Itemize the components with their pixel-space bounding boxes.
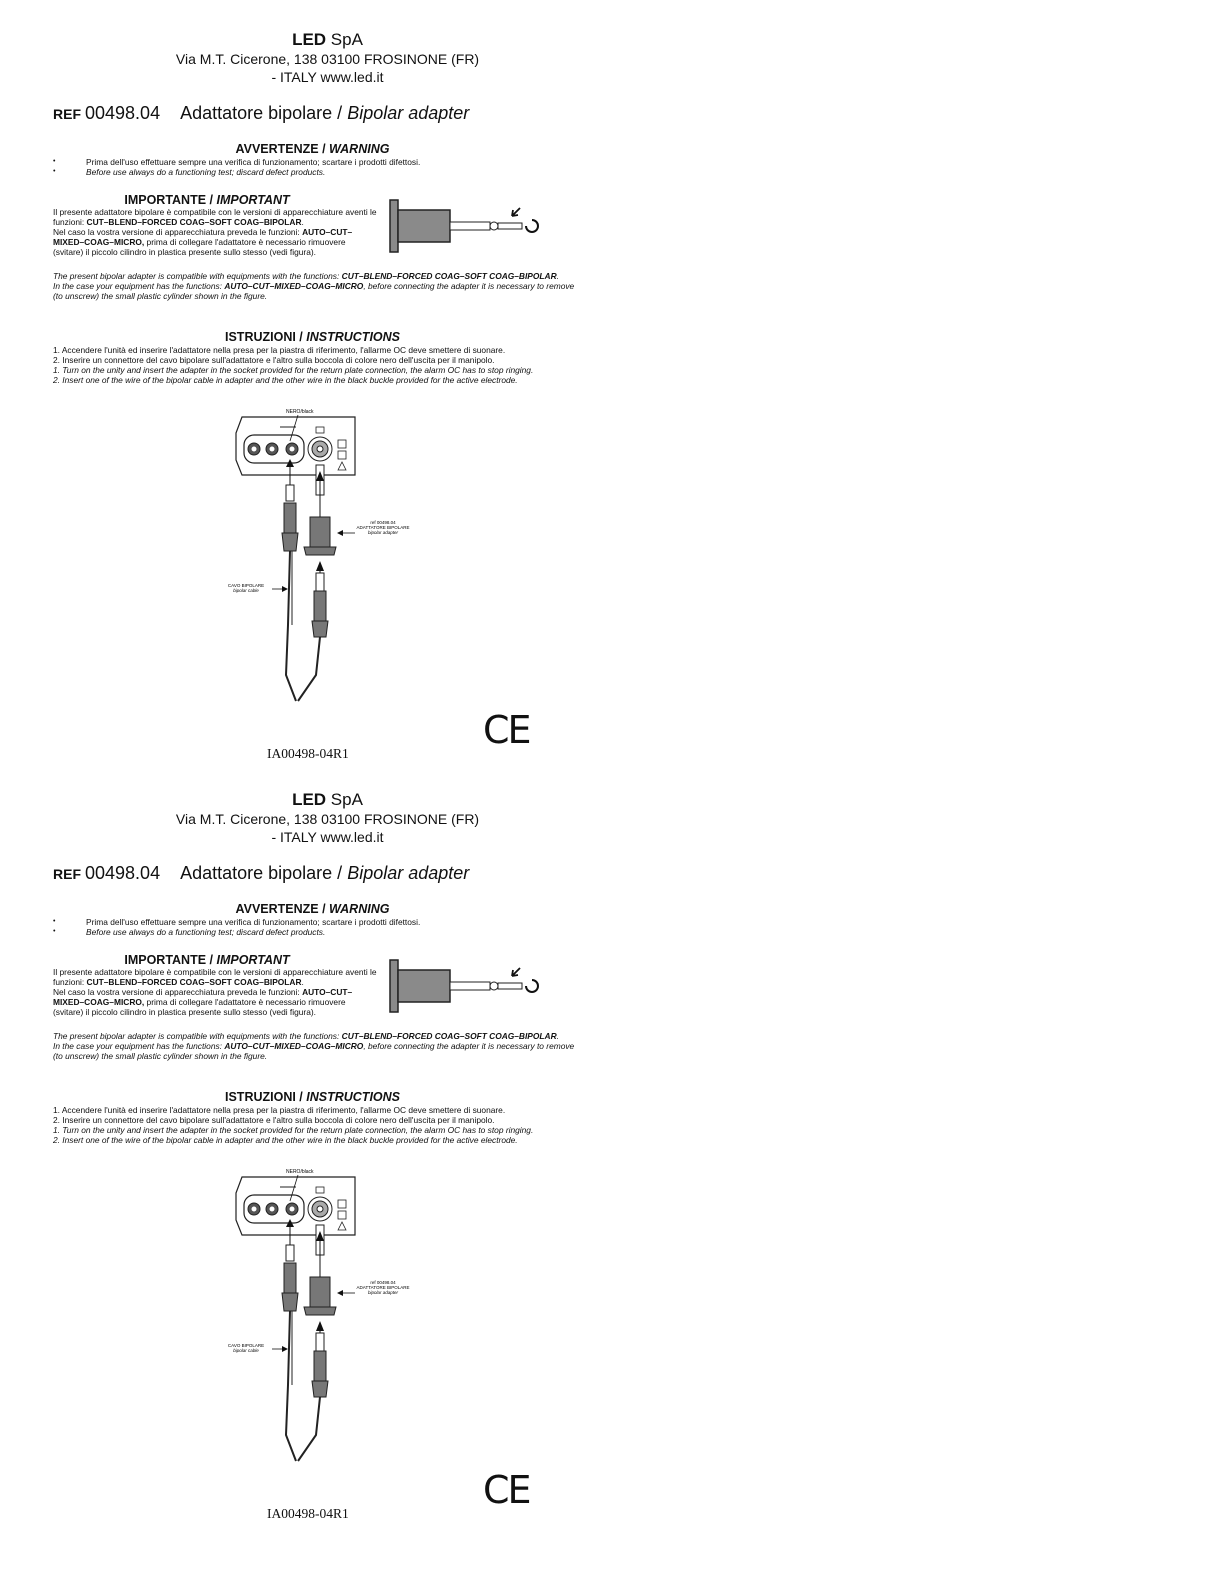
warning-list bbox=[53, 917, 573, 937]
important-p3: The present bipolar adapter is compatible with equipments with the functions: CUT–BLEND–FORCED COAG–SOFT COAG–BIPOLAR. bbox=[53, 271, 559, 281]
ref-number: 00498.04 bbox=[85, 103, 161, 123]
ref-label: REF bbox=[53, 106, 81, 122]
document-code: IA00498-04R1 bbox=[267, 746, 349, 761]
product-title: Adattatore bipolare / bbox=[180, 103, 348, 123]
important-p4: In the case your equipment has the functions: AUTO–CUT–MIXED–COAG–MICRO, before connecting the adapter it is necessary to remove (to unscrew) the small plastic cylinder shown in the figure. bbox=[53, 1041, 575, 1061]
ref-label: REF bbox=[53, 866, 81, 882]
instructions-text bbox=[53, 345, 578, 385]
bipolar-adapter-icon bbox=[388, 198, 543, 258]
black-socket-label: NERO/black bbox=[286, 409, 314, 415]
company-address-line1: Via M.T. Cicerone, 138 03100 FROSINONE (FR) bbox=[175, 811, 480, 827]
company-name: LED SpA bbox=[292, 30, 363, 49]
instruction-sheet-2 bbox=[0, 760, 1224, 1520]
warning-list bbox=[53, 157, 573, 177]
important-text-it bbox=[53, 207, 378, 257]
ce-mark-icon: CE bbox=[483, 708, 530, 752]
instruction-line-en-1: 1. Turn on the unity and insert the adapter in the socket provided for the return plate connection, the alarm OC has to stop ringing. bbox=[53, 365, 534, 375]
warning-item-it: • Prima dell'uso effettuare sempre una verifica di funzionamento; scartare i prodotti difettosi. bbox=[53, 917, 573, 927]
company-name: LED SpA bbox=[292, 790, 363, 809]
adapter-en-label: bipolar adapter bbox=[367, 530, 399, 535]
adapter-it-label: ADATTATORE BIPOLARE bbox=[356, 1285, 410, 1290]
important-heading: IMPORTANTE / IMPORTANT bbox=[124, 193, 290, 207]
important-text-en bbox=[53, 271, 575, 301]
important-text-en bbox=[53, 1031, 575, 1061]
instruction-line-en-2: 2. Insert one of the wire of the bipolar cable in adapter and the other wire in the black buckle provided for the active electrode. bbox=[53, 1135, 518, 1145]
company-address-line2: - ITALY www.led.it bbox=[271, 829, 384, 845]
product-ref-title bbox=[53, 863, 469, 884]
important-heading: IMPORTANTE / IMPORTANT bbox=[124, 953, 290, 967]
cable-en-label: bipolar cable bbox=[233, 1348, 259, 1353]
cable-en-label: bipolar cable bbox=[233, 588, 259, 593]
connection-diagram bbox=[220, 405, 420, 705]
warning-item-en: • Before use always do a functioning test; discard defect products. bbox=[53, 927, 573, 937]
important-p1: Il presente adattatore bipolare è compatibile con le versioni di apparecchiature aventi le funzioni: CUT–BLEND–FORCED COAG–SOFT COAG–BIPOLAR. bbox=[53, 967, 377, 987]
adapter-ref-label: ref 00498.04 bbox=[370, 1280, 396, 1285]
important-p4: In the case your equipment has the functions: AUTO–CUT–MIXED–COAG–MICRO, before connecting the adapter it is necessary to remove (to unscrew) the small plastic cylinder shown in the figure. bbox=[53, 281, 575, 301]
important-p2: Nel caso la vostra versione di apparecchiatura preveda le funzioni: AUTO–CUT–MIXED–COAG–MICRO, prima di collegare l'adattatore è necessario rimuovere (svitare) il piccolo cilindro in plastica presente sullo stesso (vedi figura). bbox=[53, 227, 353, 257]
instruction-line-en-1: 1. Turn on the unity and insert the adapter in the socket provided for the return plate connection, the alarm OC has to stop ringing. bbox=[53, 1125, 534, 1135]
company-address-line1: Via M.T. Cicerone, 138 03100 FROSINONE (FR) bbox=[175, 51, 480, 67]
important-p3: The present bipolar adapter is compatible with equipments with the functions: CUT–BLEND–FORCED COAG–SOFT COAG–BIPOLAR. bbox=[53, 1031, 559, 1041]
connection-diagram bbox=[220, 1165, 420, 1465]
important-p1: Il presente adattatore bipolare è compatibile con le versioni di apparecchiature aventi le funzioni: CUT–BLEND–FORCED COAG–SOFT COAG–BIPOLAR. bbox=[53, 207, 377, 227]
black-socket-label: NERO/black bbox=[286, 1169, 314, 1175]
adapter-ref-label: ref 00498.04 bbox=[370, 520, 396, 525]
instruction-line-it-1: 1. Accendere l'unità ed inserire l'adattatore nella presa per la piastra di riferimento, l'allarme OC deve smettere di suonare. bbox=[53, 345, 506, 355]
instruction-line-it-2: 2. Inserire un connettore del cavo bipolare sull'adattatore e l'altro sulla boccola di colore nero dell'uscita per il manipolo. bbox=[53, 355, 495, 365]
cable-it-label: CAVO BIPOLARE bbox=[227, 583, 265, 588]
electrosurgical-unit-panel-icon bbox=[236, 417, 355, 475]
document-code: IA00498-04R1 bbox=[267, 1506, 349, 1521]
product-title-en: Bipolar adapter bbox=[347, 103, 470, 123]
electrosurgical-unit-panel-icon bbox=[236, 1177, 355, 1235]
instructions-heading: ISTRUZIONI / INSTRUCTIONS bbox=[225, 1090, 400, 1104]
company-header bbox=[150, 30, 505, 86]
warning-heading: AVVERTENZE / WARNING bbox=[235, 902, 390, 916]
instructions-heading: ISTRUZIONI / INSTRUCTIONS bbox=[225, 330, 400, 344]
instructions-text bbox=[53, 1105, 578, 1145]
warning-item-it: • Prima dell'uso effettuare sempre una verifica di funzionamento; scartare i prodotti difettosi. bbox=[53, 157, 573, 167]
product-title: Adattatore bipolare / bbox=[180, 863, 348, 883]
warning-heading: AVVERTENZE / WARNING bbox=[235, 142, 390, 156]
important-text-it bbox=[53, 967, 378, 1017]
product-title-en: Bipolar adapter bbox=[347, 863, 470, 883]
company-header bbox=[150, 790, 505, 846]
instruction-sheet-1 bbox=[0, 0, 1224, 760]
instruction-line-it-1: 1. Accendere l'unità ed inserire l'adattatore nella presa per la piastra di riferimento, l'allarme OC deve smettere di suonare. bbox=[53, 1105, 506, 1115]
instruction-line-it-2: 2. Inserire un connettore del cavo bipolare sull'adattatore e l'altro sulla boccola di colore nero dell'uscita per il manipolo. bbox=[53, 1115, 495, 1125]
instruction-line-en-2: 2. Insert one of the wire of the bipolar cable in adapter and the other wire in the black buckle provided for the active electrode. bbox=[53, 375, 518, 385]
product-ref-title bbox=[53, 103, 469, 124]
adapter-it-label: ADATTATORE BIPOLARE bbox=[356, 525, 410, 530]
warning-item-en: • Before use always do a functioning test; discard defect products. bbox=[53, 167, 573, 177]
bipolar-adapter-icon bbox=[388, 958, 543, 1018]
adapter-en-label: bipolar adapter bbox=[367, 1290, 399, 1295]
ce-mark-icon: CE bbox=[483, 1468, 530, 1512]
important-p2: Nel caso la vostra versione di apparecchiatura preveda le funzioni: AUTO–CUT–MIXED–COAG–MICRO, prima di collegare l'adattatore è necessario rimuovere (svitare) il piccolo cilindro in plastica presente sullo stesso (vedi figura). bbox=[53, 987, 353, 1017]
company-address-line2: - ITALY www.led.it bbox=[271, 69, 384, 85]
cable-it-label: CAVO BIPOLARE bbox=[227, 1343, 265, 1348]
ref-number: 00498.04 bbox=[85, 863, 161, 883]
